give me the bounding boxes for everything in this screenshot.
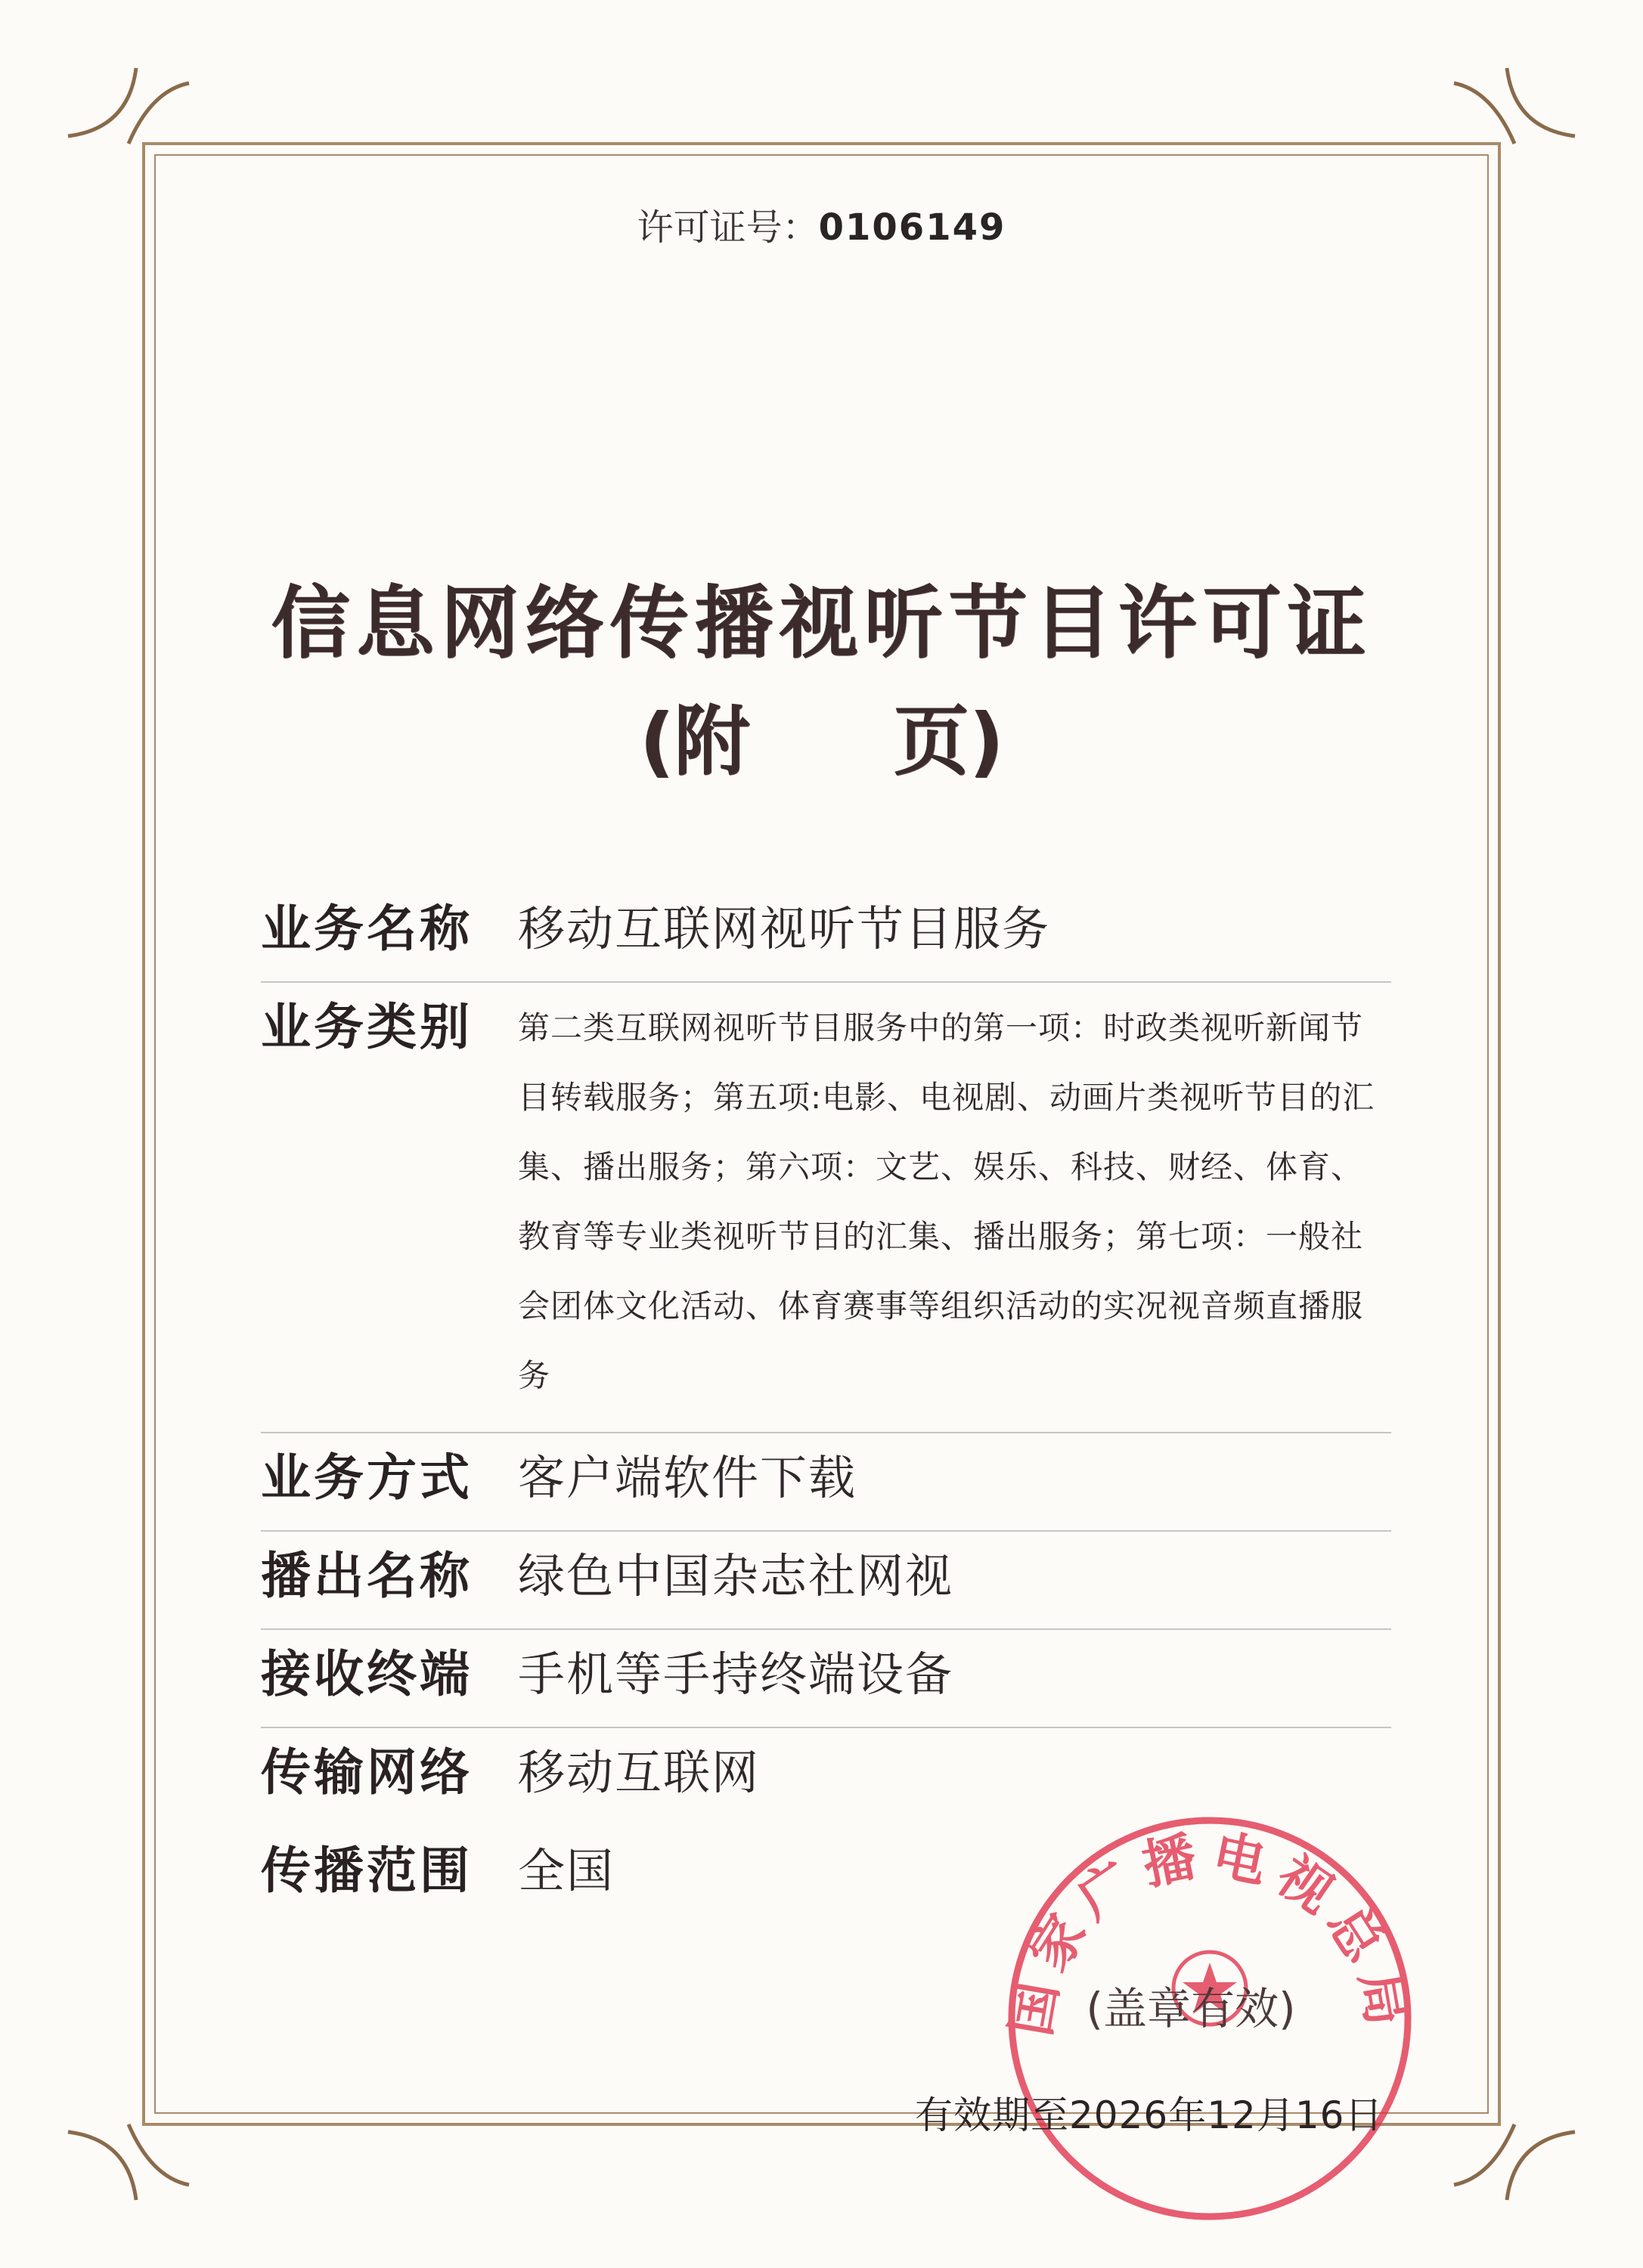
- stamp-note: (盖章有效): [1086, 1983, 1296, 2034]
- license-number-label: 许可证号：: [637, 206, 819, 249]
- license-number: 0106149: [818, 206, 1006, 249]
- detail-row-business-mode: [261, 1433, 1391, 1532]
- coverage-label: 传播范围: [261, 1842, 473, 1900]
- license-number-line: [0, 198, 1643, 250]
- receiving-terminal-value: 手机等手持终端设备: [518, 1647, 954, 1702]
- business-mode-value: 客户端软件下载: [518, 1450, 857, 1505]
- transmission-network-label: 传输网络: [261, 1743, 473, 1802]
- subtitle-close: 页): [893, 697, 1004, 785]
- seal-text: 国家广播电视总局: [999, 1823, 1421, 2040]
- business-category-value: 第二类互联网视听节目服务中的第一项：时政类视听新闻节目转载服务；第五项:电影、电视剧、动画片类视听节目的汇集、播出服务；第六项：文艺、娱乐、科技、财经、体育、教育等专业类视听节目的汇集、播出服务；第七项：一般社会团体文化活动、体育赛事等组织活动的实况视音频直播服务: [518, 1009, 1375, 1394]
- document-title: 信息网络传播视听节目许可证: [271, 577, 1372, 669]
- detail-row-receiving-terminal: [261, 1630, 1391, 1728]
- receiving-terminal-label: 接收终端: [261, 1645, 473, 1703]
- business-mode-label: 业务方式: [261, 1448, 473, 1507]
- license-details: [261, 885, 1391, 1925]
- business-name-value: 移动互联网视听节目服务: [518, 901, 1051, 956]
- validity-date: 有效期至2026年12月16日: [915, 2093, 1384, 2137]
- detail-row-broadcast-name: [261, 1532, 1391, 1630]
- detail-row-business-category: [261, 983, 1391, 1433]
- broadcast-name-value: 绿色中国杂志社网视: [518, 1548, 954, 1603]
- detail-row-business-name: [261, 885, 1391, 983]
- broadcast-name-label: 播出名称: [261, 1547, 473, 1605]
- business-category-label: 业务类别: [261, 998, 473, 1056]
- subtitle-open: (附: [639, 697, 750, 785]
- document-subtitle: [0, 680, 1643, 789]
- transmission-network-value: 移动互联网: [518, 1745, 761, 1800]
- coverage-value: 全国: [518, 1843, 615, 1898]
- business-name-label: 业务名称: [261, 900, 473, 958]
